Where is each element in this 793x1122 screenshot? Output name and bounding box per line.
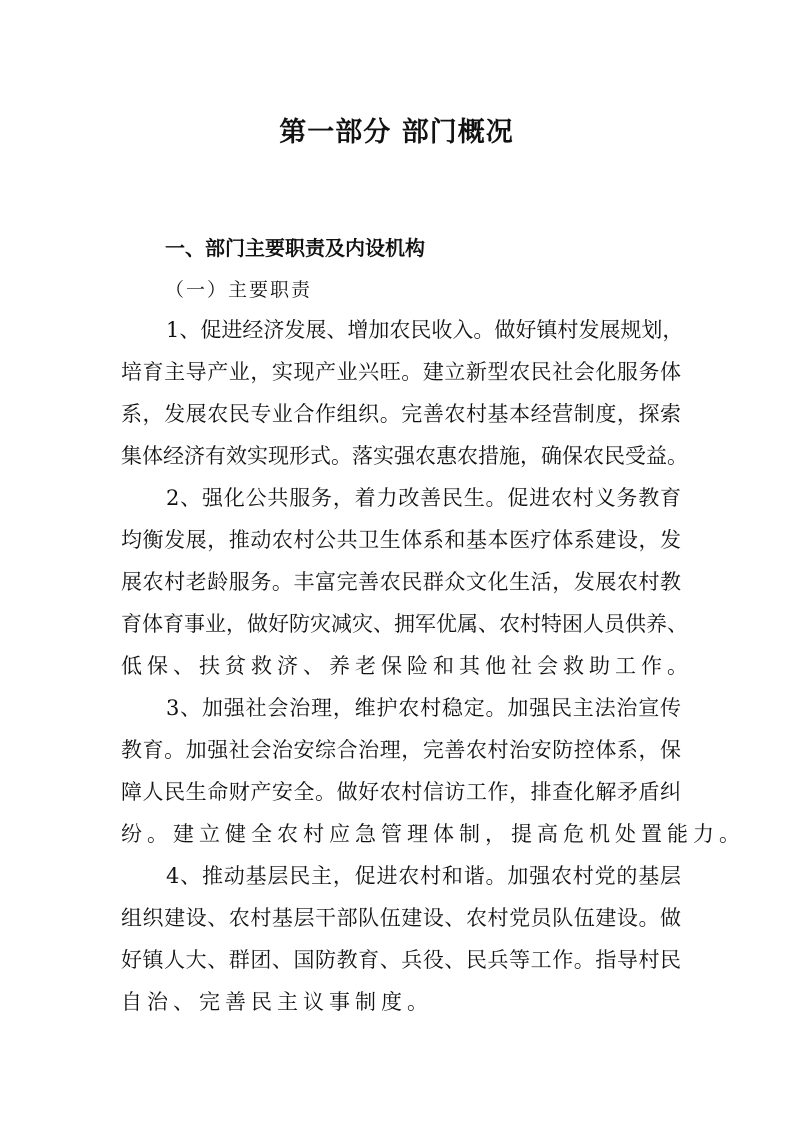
text-line: 培育主导产业，实现产业兴旺。建立新型农民社会化服务体 (121, 360, 681, 384)
subsection-heading: （一）主要职责 (165, 279, 313, 301)
text-line: 均衡发展，推动农村公共卫生体系和基本医疗体系建设，发 (121, 528, 681, 552)
text-line: 4、推动基层民主，促进农村和谐。加强农村党的基层 (166, 864, 681, 888)
text-line: 纷。建立健全农村应急管理体制，提高危机处置能力。 (121, 822, 745, 846)
text-line: 好镇人大、群团、国防教育、兵役、民兵等工作。指导村民 (121, 948, 681, 972)
body-text (121, 309, 745, 1023)
paragraph-3 (121, 687, 745, 855)
text-line: 低保、扶贫救济、养老保险和其他社会救助工作。 (121, 654, 693, 678)
section-heading: 一、部门主要职责及内设机构 (165, 236, 425, 260)
text-line: 集体经济有效实现形式。落实强农惠农措施，确保农民受益。 (121, 444, 688, 468)
page-title: 第一部分 部门概况 (279, 117, 514, 148)
text-line: 系，发展农民专业合作组织。完善农村基本经营制度，探索 (121, 402, 681, 426)
text-line: 展农村老龄服务。丰富完善农民群众文化生活，发展农村教 (121, 570, 681, 594)
paragraph-4 (121, 855, 681, 1023)
text-line: 3、加强社会治理，维护农村稳定。加强民主法治宣传 (166, 696, 681, 720)
text-line: 教育。加强社会治安综合治理，完善农村治安防控体系，保 (121, 738, 681, 762)
text-line: 障人民生命财产安全。做好农村信访工作，排查化解矛盾纠 (121, 780, 681, 804)
paragraph-2 (121, 477, 693, 687)
text-line: 育体育事业，做好防灾减灾、拥军优属、农村特困人员供养、 (121, 612, 688, 636)
text-line: 组织建设、农村基层干部队伍建设、农村党员队伍建设。做 (121, 906, 681, 930)
text-line: 2、强化公共服务，着力改善民生。促进农村义务教育 (166, 486, 681, 510)
text-line: 自治、完善民主议事制度。 (121, 990, 433, 1014)
paragraph-1 (121, 309, 688, 477)
text-line: 1、促进经济发展、增加农民收入。做好镇村发展规划， (166, 318, 684, 342)
